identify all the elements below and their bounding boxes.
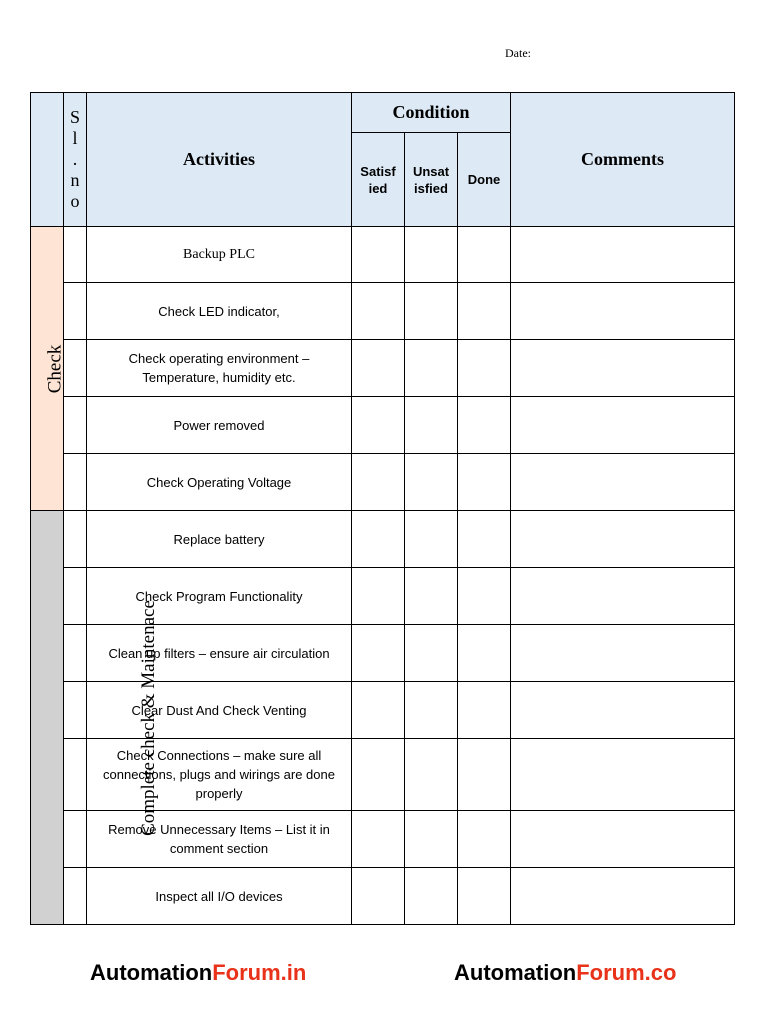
unsatisfied-cell <box>405 868 458 925</box>
activity-cell: Inspect all I/O devices <box>87 868 352 925</box>
satisfied-cell <box>352 454 405 511</box>
comments-cell <box>511 511 735 568</box>
table-row <box>31 397 735 454</box>
unsatisfied-cell <box>405 811 458 868</box>
section-header-cell <box>31 93 64 227</box>
slno-cell <box>64 682 87 739</box>
comments-cell <box>511 811 735 868</box>
slno-cell <box>64 227 87 283</box>
slno-cell <box>64 625 87 682</box>
done-cell <box>458 568 511 625</box>
activity-cell: Clear Dust And Check Venting <box>87 682 352 739</box>
unsatisfied-cell <box>405 739 458 811</box>
comments-cell <box>511 340 735 397</box>
satisfied-cell <box>352 682 405 739</box>
done-cell <box>458 811 511 868</box>
col-satisfied-header: Satisf ied <box>352 133 405 227</box>
comments-cell <box>511 568 735 625</box>
table-row <box>31 227 735 283</box>
table-row <box>31 682 735 739</box>
done-cell <box>458 739 511 811</box>
satisfied-cell <box>352 283 405 340</box>
footer-brand-right <box>454 960 676 986</box>
satisfied-cell <box>352 868 405 925</box>
col-slno-header: S l . n o <box>64 93 87 227</box>
comments-cell <box>511 227 735 283</box>
slno-cell <box>64 739 87 811</box>
unsatisfied-cell <box>405 340 458 397</box>
done-cell <box>458 625 511 682</box>
satisfied-cell <box>352 227 405 283</box>
header-row <box>31 93 735 133</box>
done-cell <box>458 397 511 454</box>
done-cell <box>458 454 511 511</box>
section-check-label: Check <box>44 344 66 393</box>
unsatisfied-cell <box>405 568 458 625</box>
section-check-cell <box>31 227 64 511</box>
table-row <box>31 568 735 625</box>
slno-cell <box>64 811 87 868</box>
activity-cell: Check operating environment – Temperature, humidity etc. <box>87 340 352 397</box>
table-row <box>31 625 735 682</box>
table-row <box>31 283 735 340</box>
activity-cell: Check Program Functionality <box>87 568 352 625</box>
comments-cell <box>511 739 735 811</box>
section-maintenance-cell <box>31 511 159 925</box>
done-cell <box>458 868 511 925</box>
comments-cell <box>511 397 735 454</box>
unsatisfied-cell <box>405 227 458 283</box>
section-maintenance-label: Complete check & Maintenace <box>137 599 159 836</box>
activity-cell: Clean up filters – ensure air circulation <box>87 625 352 682</box>
satisfied-cell <box>352 397 405 454</box>
brand-right-part2: Forum.co <box>576 960 677 985</box>
col-activities-header: Activities <box>87 93 352 227</box>
satisfied-cell <box>352 568 405 625</box>
brand-left-part1: Automation <box>90 960 213 985</box>
footer-brand-left <box>90 960 306 986</box>
done-cell <box>458 283 511 340</box>
brand-left-part2: Forum.in <box>212 960 307 985</box>
slno-cell <box>64 868 87 925</box>
comments-cell <box>511 868 735 925</box>
unsatisfied-cell <box>405 454 458 511</box>
unsatisfied-cell <box>405 511 458 568</box>
done-cell <box>458 340 511 397</box>
date-label: Date: <box>505 46 531 60</box>
done-cell <box>458 227 511 283</box>
col-done-header: Done <box>458 133 511 227</box>
satisfied-cell <box>352 511 405 568</box>
activity-cell: Power removed <box>87 397 352 454</box>
slno-cell <box>64 397 87 454</box>
activity-cell: Backup PLC <box>87 227 352 283</box>
slno-cell <box>64 283 87 340</box>
activity-cell: Replace battery <box>87 511 352 568</box>
col-condition-header: Condition <box>352 93 511 133</box>
table-row <box>31 811 735 868</box>
col-unsatisfied-header: Unsat isfied <box>405 133 458 227</box>
unsatisfied-cell <box>405 682 458 739</box>
comments-cell <box>511 682 735 739</box>
slno-cell <box>64 568 87 625</box>
unsatisfied-cell <box>405 625 458 682</box>
comments-cell <box>511 283 735 340</box>
activity-cell: Check LED indicator, <box>87 283 352 340</box>
satisfied-cell <box>352 340 405 397</box>
table-row <box>31 739 735 811</box>
unsatisfied-cell <box>405 283 458 340</box>
maintenance-checklist-table <box>30 92 735 925</box>
activity-cell: Remove Unnecessary Items – List it in comment section <box>87 811 352 868</box>
slno-cell <box>64 454 87 511</box>
slno-cell <box>64 511 87 568</box>
activity-cell: Check Operating Voltage <box>87 454 352 511</box>
comments-cell <box>511 454 735 511</box>
slno-cell <box>64 340 87 397</box>
done-cell <box>458 682 511 739</box>
table-row <box>31 868 735 925</box>
brand-right-part1: Automation <box>454 960 577 985</box>
comments-cell <box>511 625 735 682</box>
satisfied-cell <box>352 739 405 811</box>
table-row <box>31 454 735 511</box>
activity-cell: Check Connections – make sure all connections, plugs and wirings are done properly <box>87 739 352 811</box>
col-comments-header: Comments <box>511 93 735 227</box>
done-cell <box>458 511 511 568</box>
satisfied-cell <box>352 625 405 682</box>
table-row <box>31 511 735 568</box>
satisfied-cell <box>352 811 405 868</box>
table-row <box>31 340 735 397</box>
unsatisfied-cell <box>405 397 458 454</box>
